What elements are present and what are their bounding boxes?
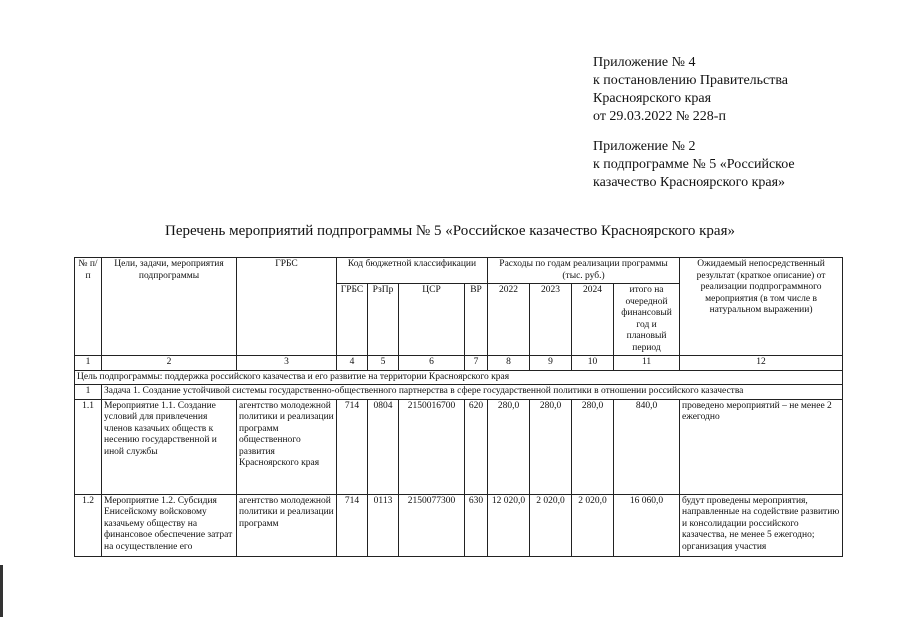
row-grbs: 714 bbox=[337, 494, 368, 556]
column-number: 4 bbox=[337, 356, 368, 371]
measures-table bbox=[74, 257, 843, 557]
header-grbs: ГРБС bbox=[237, 258, 337, 356]
table-row bbox=[75, 399, 843, 494]
column-number: 10 bbox=[572, 356, 614, 371]
row-grbs: 714 bbox=[337, 399, 368, 494]
column-number: 2 bbox=[102, 356, 237, 371]
header-expenses: Расходы по годам реализации программы (тыс. руб.) bbox=[488, 258, 680, 284]
row-name: Мероприятие 1.2. Субсидия Енисейскому войсковому казачьему обществу на финансовое обеспечение затрат на осуществление его bbox=[102, 494, 237, 556]
header-sub-2023: 2023 bbox=[530, 284, 572, 356]
column-number: 7 bbox=[465, 356, 488, 371]
appendix-line: Приложение № 4 bbox=[593, 55, 696, 70]
task-num: 1 bbox=[75, 385, 102, 400]
row-num: 1.2 bbox=[75, 494, 102, 556]
column-number: 5 bbox=[368, 356, 399, 371]
header-sub-grbs: ГРБС bbox=[337, 284, 368, 356]
task-row: Задача 1. Создание устойчивой системы государственно-общественного партнерства в сфере государственной политики в отношении российского казачества bbox=[102, 385, 843, 400]
header-sub-2022: 2022 bbox=[488, 284, 530, 356]
column-number: 8 bbox=[488, 356, 530, 371]
header-sub-rzpr: РзПр bbox=[368, 284, 399, 356]
row-2024: 2 020,0 bbox=[572, 494, 614, 556]
row-2024: 280,0 bbox=[572, 399, 614, 494]
header-sub-total: итого на очередной финансовый год и плановый период bbox=[614, 284, 680, 356]
row-csr: 2150077300 bbox=[399, 494, 465, 556]
appendix-2-header bbox=[593, 138, 795, 192]
appendix-line: к постановлению Правительства bbox=[593, 73, 789, 88]
row-grbs-name: агентство молодежной политики и реализации программ общественного развития Красноярского края bbox=[237, 399, 337, 494]
row-result: проведено мероприятий – не менее 2 ежегодно bbox=[680, 399, 843, 494]
header-sub-vr: ВР bbox=[465, 284, 488, 356]
document-title: Перечень мероприятий подпрограммы № 5 «Российское казачество Красноярского края» bbox=[165, 223, 735, 239]
row-grbs-name: агентство молодежной политики и реализации программ bbox=[237, 494, 337, 556]
appendix-4-header bbox=[593, 54, 788, 126]
goal-row: Цель подпрограммы: поддержка российского казачества и его развитие на территории Красноярского края bbox=[75, 370, 843, 385]
column-number: 1 bbox=[75, 356, 102, 371]
column-number: 3 bbox=[237, 356, 337, 371]
row-2023: 280,0 bbox=[530, 399, 572, 494]
appendix-line: к подпрограмме № 5 «Российское bbox=[593, 157, 795, 172]
appendix-line: казачество Красноярского края» bbox=[593, 175, 786, 190]
scan-edge-mark bbox=[0, 565, 3, 617]
row-total: 840,0 bbox=[614, 399, 680, 494]
appendix-line: Красноярского края bbox=[593, 91, 712, 106]
appendix-line: Приложение № 2 bbox=[593, 139, 696, 154]
row-rzpr: 0113 bbox=[368, 494, 399, 556]
header-result: Ожидаемый непосредственный результат (краткое описание) от реализации подпрограммного мероприятия (в том числе в натуральном выражении) bbox=[680, 258, 843, 356]
header-num: № п/п bbox=[75, 258, 102, 356]
header-sub-2024: 2024 bbox=[572, 284, 614, 356]
column-number: 11 bbox=[614, 356, 680, 371]
header-budget-code: Код бюджетной классификации bbox=[337, 258, 488, 284]
row-2022: 12 020,0 bbox=[488, 494, 530, 556]
column-number: 12 bbox=[680, 356, 843, 371]
appendix-line: от 29.03.2022 № 228-п bbox=[593, 109, 726, 124]
row-rzpr: 0804 bbox=[368, 399, 399, 494]
row-2023: 2 020,0 bbox=[530, 494, 572, 556]
table-row bbox=[75, 494, 843, 556]
row-num: 1.1 bbox=[75, 399, 102, 494]
row-csr: 2150016700 bbox=[399, 399, 465, 494]
row-total: 16 060,0 bbox=[614, 494, 680, 556]
row-vr: 620 bbox=[465, 399, 488, 494]
header-goals: Цели, задачи, мероприятия подпрограммы bbox=[102, 258, 237, 356]
row-name: Мероприятие 1.1. Создание условий для привлечения членов казачьих обществ к несению государственной и иной службы bbox=[102, 399, 237, 494]
row-vr: 630 bbox=[465, 494, 488, 556]
row-result: будут проведены мероприятия, направленные на содействие развитию и консолидации российского казачества, не менее 5 ежегодно; организация участия bbox=[680, 494, 843, 556]
column-number: 9 bbox=[530, 356, 572, 371]
header-sub-csr: ЦСР bbox=[399, 284, 465, 356]
row-2022: 280,0 bbox=[488, 399, 530, 494]
column-number: 6 bbox=[399, 356, 465, 371]
